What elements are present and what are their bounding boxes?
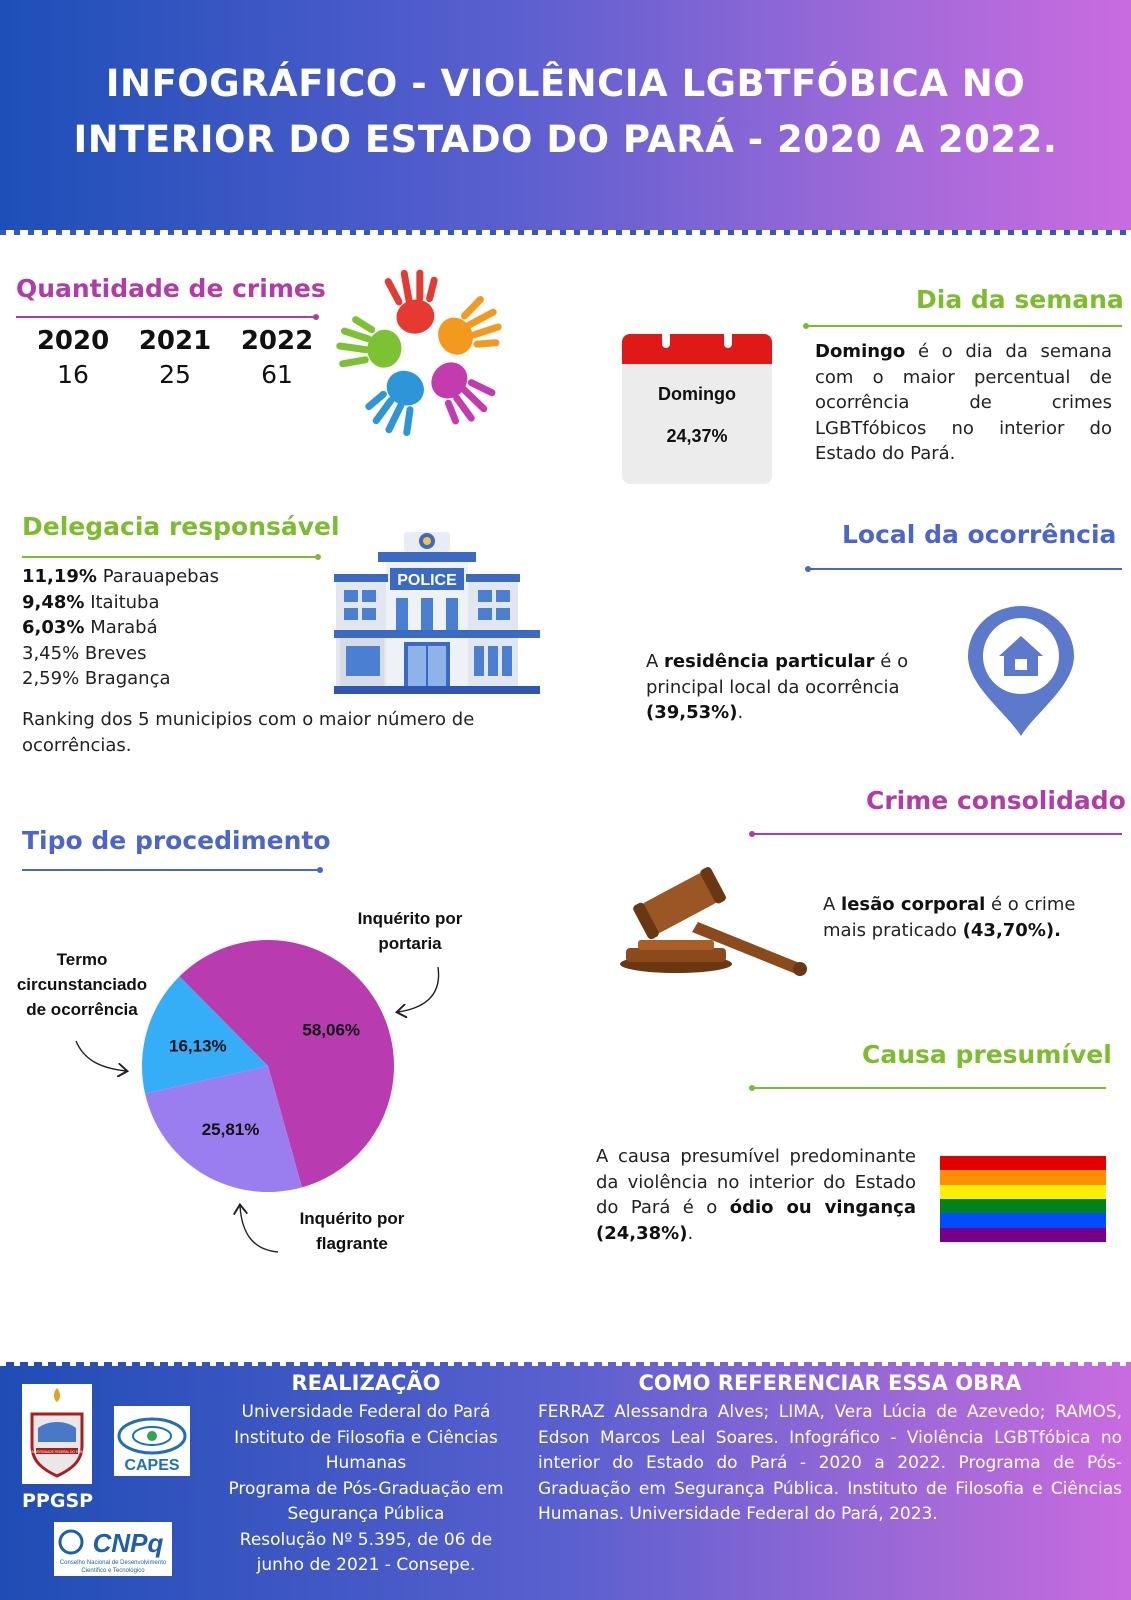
title-line-2: INTERIOR DO ESTADO DO PARÁ - 2020 A 2022. xyxy=(73,118,1058,161)
year-value: 61 xyxy=(261,360,293,389)
cnpq-logo-icon xyxy=(54,1522,172,1576)
footer-dashed-divider xyxy=(0,1361,1131,1366)
local-text: A residência particular é o principal local da ocorrência (39,53%). xyxy=(646,651,909,723)
dia-title-underline xyxy=(806,325,1122,327)
year-value: 25 xyxy=(159,360,191,389)
calendar-ring xyxy=(724,320,732,348)
causa-title: Causa presumível xyxy=(862,1040,1112,1069)
causa-title-underline xyxy=(752,1087,1106,1089)
causa-text: A causa presumível predominante da violência no interior do Estado do Pará é o ódio ou vingança (24,38%). xyxy=(596,1146,916,1244)
local-title: Local da ocorrência xyxy=(842,520,1117,549)
arrow-termo xyxy=(76,1041,126,1071)
arrow-portaria xyxy=(398,967,439,1012)
arrow-flagrante xyxy=(240,1206,278,1252)
dia-text: Domingo é o dia da semana com o maior percentual de ocorrência de crimes LGBTfóbicos no interior do Estado do Pará. xyxy=(815,341,1112,464)
delegacia-note: Ranking dos 5 municipios com o maior número de ocorrências. xyxy=(22,709,475,756)
pie-value-label: 25,81% xyxy=(201,1119,260,1139)
footer xyxy=(0,1362,1131,1600)
year-label: 2022 xyxy=(240,326,314,356)
capes-logo-icon xyxy=(114,1406,190,1476)
pie-value-label: 16,13% xyxy=(169,1036,227,1056)
dia-title: Dia da semana xyxy=(916,285,1124,314)
rainbow-flag-icon xyxy=(940,1156,1106,1242)
realizacao-title: REALIZAÇÃO xyxy=(291,1371,441,1395)
crime-text: A lesão corporal é o crime mais praticado (43,70%). xyxy=(823,894,1076,941)
ranking-item: 3,45% Breves xyxy=(22,642,147,664)
pie-value-label: 58,06% xyxy=(302,1020,361,1040)
procedimento-title: Tipo de procedimento xyxy=(22,826,331,855)
crimes-title: Quantidade de crimes xyxy=(16,274,326,303)
calendar-ring xyxy=(662,320,670,348)
calendar-icon xyxy=(622,320,772,485)
referencia-text: FERRAZ Alessandra Alves; LIMA, Vera Lúcia de Azevedo; RAMOS, Edson Marcos Leal Soares. Infográfico - Violência LGBTfóbica no interior do Estado do Pará - 2020 a 2022. Programa de Pós-Graduação em Segurança Pública. Instituto de Filosofia e Ciências Humanas. Universidade Federal do Pará, 2023. xyxy=(538,1402,1122,1524)
ranking-item: 11,19% Parauapebas xyxy=(22,566,219,587)
label-inquerito-portaria: Inquérito por portaria xyxy=(357,909,463,953)
referencia-title: COMO REFERENCIAR ESSA OBRA xyxy=(638,1371,1022,1395)
year-label: 2021 xyxy=(138,326,212,356)
calendar-header xyxy=(622,334,772,364)
cnpq-subtitle-2: Científico e Tecnológico xyxy=(81,1568,145,1574)
ranking-item: 2,59% Bragança xyxy=(22,668,171,689)
police-sign-text: POLICE xyxy=(397,572,457,589)
location-home-pin-icon xyxy=(966,604,1076,738)
crime-title-underline xyxy=(752,833,1122,835)
capes-text: CAPES xyxy=(124,1457,180,1474)
calendar-percent: 24,37% xyxy=(666,426,728,446)
year-label: 2020 xyxy=(36,326,110,356)
ppgsp-label: PPGSP xyxy=(22,1490,94,1512)
cnpq-text: CNPq xyxy=(92,1528,164,1558)
title-line-1: INFOGRÁFICO - VIOLÊNCIA LGBTFÓBICA NO xyxy=(105,62,1026,105)
label-inquerito-flagrante: Inquérito por flagrante xyxy=(299,1209,405,1253)
ufpa-seal-text: UNIVERSIDADE FEDERAL DO PARÁ xyxy=(29,1450,85,1454)
delegacia-title: Delegacia responsável xyxy=(22,512,340,541)
realizacao-text: Universidade Federal do Pará Instituto de Filosofia e Ciências Humanas Programa de Pós-Graduação em Segurança Pública Resolução Nº 5.395, de 06 de junho de 2021 - Consepe. xyxy=(228,1402,504,1575)
cnpq-subtitle-1: Conselho Nacional de Desenvolvimento xyxy=(59,1560,167,1566)
ranking-item: 9,48% Itaituba xyxy=(22,591,160,613)
local-title-underline xyxy=(808,568,1122,570)
pie-label-arrows xyxy=(0,0,560,1300)
label-termo-circunstanciado: Termo circunstanciado de ocorrência xyxy=(16,950,148,1019)
year-value: 16 xyxy=(57,360,89,389)
ranking-item: 6,03% Marabá xyxy=(22,617,158,638)
ufpa-seal-icon xyxy=(22,1384,92,1484)
crime-title: Crime consolidado xyxy=(866,786,1126,815)
gavel-icon xyxy=(620,864,810,976)
calendar-day: Domingo xyxy=(658,384,736,404)
